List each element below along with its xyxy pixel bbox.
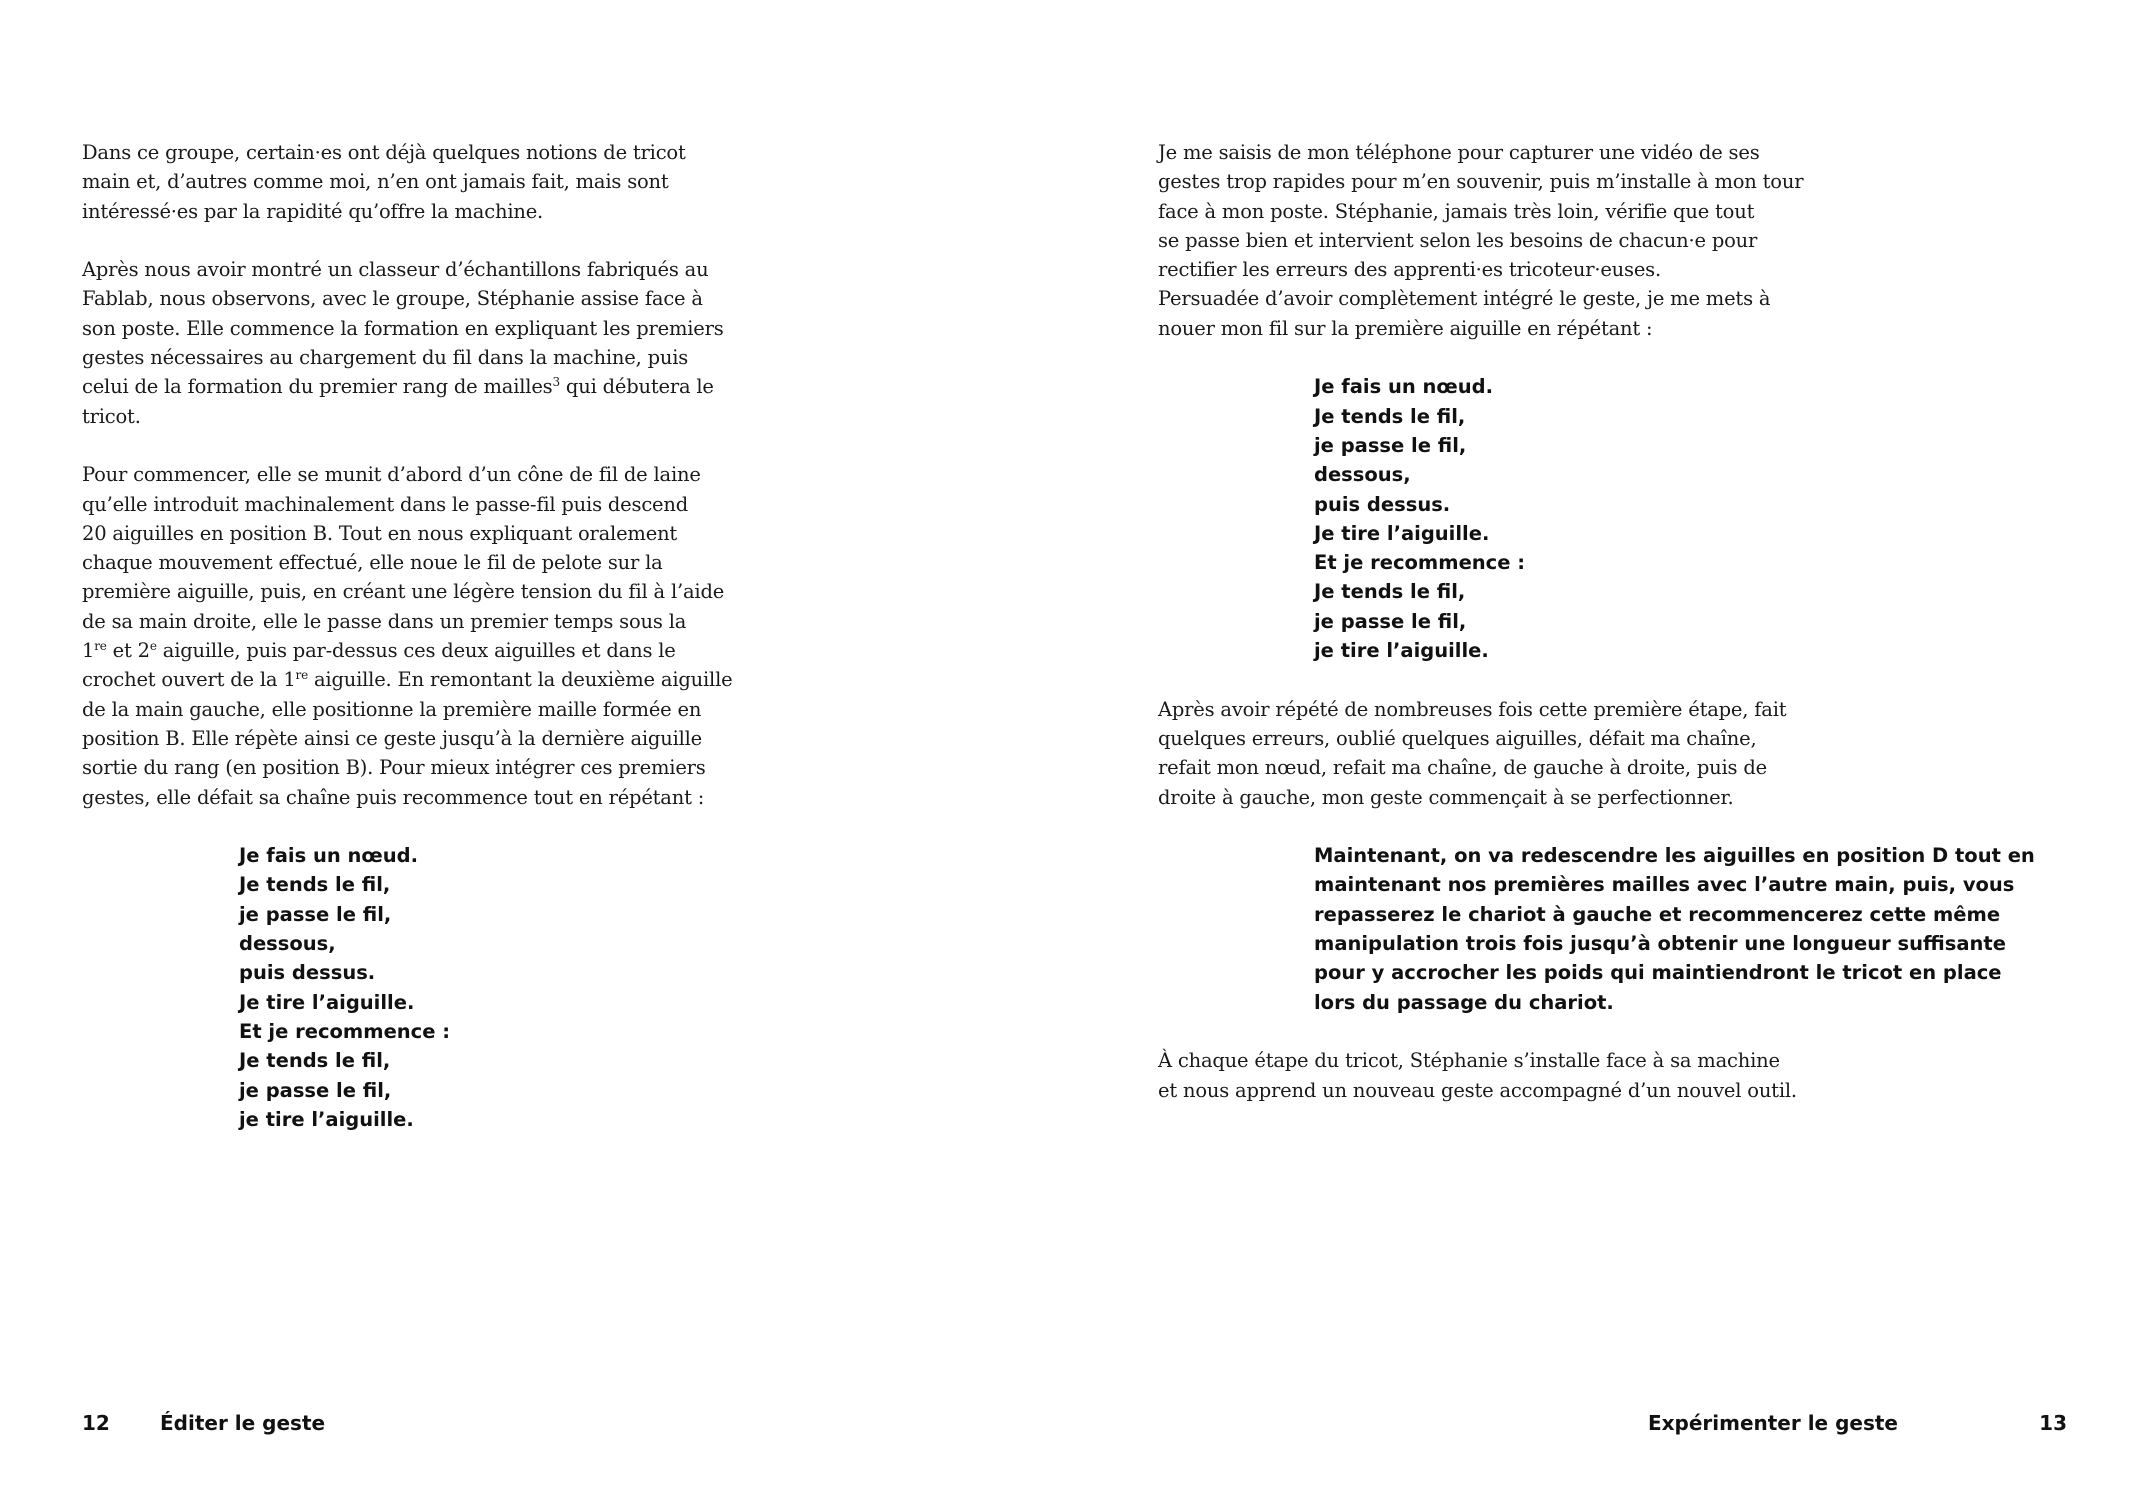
quote-line: repasserez le chariot à gauche et recommencerez cette même	[1314, 902, 2001, 926]
text-line: main et, d’autres comme moi, n’en ont jamais fait, mais sont	[82, 170, 669, 194]
text-fragment: crochet ouvert de la 1	[82, 668, 296, 692]
paragraph-closing	[1158, 1046, 1797, 1105]
paragraph-1	[82, 138, 702, 226]
text-line: qu’elle introduit machinalement dans le passe-fil puis descend	[82, 492, 689, 516]
text-fragment: aiguille, puis par-dessus ces deux aiguilles et dans le	[156, 639, 676, 663]
paragraph-middle	[1158, 695, 1787, 812]
ordinal-suffix: re	[94, 639, 107, 654]
chant-line: Je tends le fil,	[1314, 580, 1466, 604]
quote-line: lors du passage du chariot.	[1314, 990, 1614, 1014]
text-line: rectifier les erreurs des apprenti·es tricoteur·euses.	[1158, 258, 1661, 282]
text-line-with-ordinals	[82, 636, 702, 665]
text-line: nouer mon fil sur la première aiguille en répétant :	[1158, 316, 1653, 340]
text-line: gestes, elle défait sa chaîne puis recommence tout en répétant :	[82, 785, 705, 809]
chant-line: dessous,	[1314, 463, 1411, 487]
text-fragment: celui de la formation du premier rang de mailles	[82, 375, 553, 399]
right-running-title: Expérimenter le geste	[1647, 1411, 1898, 1435]
left-page-number: 12	[82, 1411, 110, 1435]
chant-line: Et je recommence :	[1314, 551, 1526, 575]
text-line: se passe bien et intervient selon les besoins de chacun·e pour	[1158, 228, 1758, 252]
footnote-reference[interactable]: 3	[552, 375, 560, 390]
text-line: première aiguille, puis, en créant une légère tension du fil à l’aide	[82, 580, 725, 604]
text-line: 20 aiguilles en position B. Tout en nous expliquant oralement	[82, 521, 678, 545]
left-text-column	[82, 138, 733, 1134]
chant-line: Je tends le fil,	[239, 1049, 391, 1073]
paragraph-intro	[1158, 138, 1804, 343]
ordinal-suffix: e	[149, 639, 157, 654]
text-line: intéressé·es par la rapidité qu’offre la machine.	[82, 199, 544, 223]
quote-line: pour y accrocher les poids qui maintiendront le tricot en place	[1314, 961, 2002, 985]
text-line: Après avoir répété de nombreuses fois cette première étape, fait	[1158, 697, 1787, 721]
text-fragment: aiguille. En remontant la deuxième aiguille	[308, 668, 733, 692]
text-line: et nous apprend un nouveau geste accompagné d’un nouvel outil.	[1158, 1078, 1797, 1102]
chant-line: je passe le fil,	[239, 902, 392, 926]
left-chant-block	[82, 841, 702, 1134]
text-fragment: 1	[82, 639, 95, 663]
text-line: sortie du rang (en position B). Pour mieux intégrer ces premiers	[82, 756, 706, 780]
text-line: droite à gauche, mon geste commençait à se perfectionner.	[1158, 785, 1734, 809]
text-line: À chaque étape du tricot, Stéphanie s’installe face à sa machine	[1158, 1049, 1780, 1073]
chant-line: dessous,	[239, 932, 336, 956]
text-line: Après nous avoir montré un classeur d’échantillons fabriqués au	[82, 258, 709, 282]
text-line: Dans ce groupe, certain·es ont déjà quelques notions de tricot	[82, 141, 686, 164]
chant-line: je tire l’aiguille.	[239, 1107, 414, 1131]
text-line: Pour commencer, elle se munit d’abord d’un cône de fil de laine	[82, 463, 701, 487]
text-fragment: qui débutera le	[559, 375, 714, 399]
right-text-column	[1158, 138, 2035, 1105]
chant-line: je tire l’aiguille.	[1314, 639, 1489, 663]
paragraph-2	[82, 255, 724, 431]
text-line: chaque mouvement effectué, elle noue le fil de pelote sur la	[82, 551, 663, 575]
text-line: de sa main droite, elle le passe dans un premier temps sous la	[82, 609, 687, 633]
text-line: gestes trop rapides pour m’en souvenir, puis m’installe à mon tour	[1158, 170, 1804, 194]
paragraph-3	[82, 460, 733, 694]
text-line: refait mon nœud, refait ma chaîne, de gauche à droite, puis de	[1158, 756, 1767, 780]
chant-line: je passe le fil,	[239, 1078, 392, 1102]
paragraph-3-continued	[82, 695, 706, 812]
text-line: Je me saisis de mon téléphone pour capturer une vidéo de ses	[1158, 141, 1760, 164]
ordinal-suffix: re	[295, 668, 308, 683]
chant-line: je passe le fil,	[1314, 433, 1467, 457]
text-line: son poste. Elle commence la formation en expliquant les premiers	[82, 316, 724, 340]
chant-line: Et je recommence :	[239, 1019, 451, 1043]
chant-line: puis dessus.	[239, 961, 376, 985]
quote-line: maintenant nos premières mailles avec l’autre main, puis, vous	[1314, 873, 2015, 897]
chant-line: Je tends le fil,	[1314, 404, 1466, 428]
chant-line: Je tends le fil,	[239, 873, 391, 897]
text-line: de la main gauche, elle positionne la première maille formée en	[82, 697, 702, 721]
text-line: tricot.	[82, 404, 141, 428]
quote-block	[1158, 841, 2035, 1017]
text-line-with-footnote	[82, 372, 714, 401]
quote-line: Maintenant, on va redescendre les aiguilles en position D tout en	[1314, 844, 2035, 868]
text-line: Fablab, nous observons, avec le groupe, Stéphanie assise face à	[82, 287, 703, 311]
chant-line: puis dessus.	[1314, 492, 1451, 516]
right-chant-block	[1158, 372, 1778, 665]
chant-line: Je fais un nœud.	[1314, 375, 1494, 399]
text-fragment: et 2	[106, 639, 150, 663]
text-line: gestes nécessaires au chargement du fil dans la machine, puis	[82, 346, 689, 370]
text-line: face à mon poste. Stéphanie, jamais très loin, vérifie que tout	[1158, 199, 1755, 223]
chant-line: Je fais un nœud.	[239, 844, 419, 868]
chant-line: je passe le fil,	[1314, 609, 1467, 633]
text-line: quelques erreurs, oublié quelques aiguilles, défait ma chaîne,	[1158, 726, 1757, 750]
text-line: position B. Elle répète ainsi ce geste jusqu’à la dernière aiguille	[82, 726, 703, 750]
text-line: Persuadée d’avoir complètement intégré le geste, je me mets à	[1158, 287, 1771, 311]
chant-line: Je tire l’aiguille.	[1314, 521, 1490, 545]
chant-line: Je tire l’aiguille.	[239, 990, 415, 1014]
right-page-number: 13	[2039, 1411, 2067, 1435]
left-page	[0, 0, 1074, 1500]
quote-line: manipulation trois fois jusqu’à obtenir une longueur suffisante	[1314, 932, 2006, 956]
left-running-title: Éditer le geste	[160, 1411, 326, 1435]
text-line-with-ordinal	[82, 665, 733, 694]
